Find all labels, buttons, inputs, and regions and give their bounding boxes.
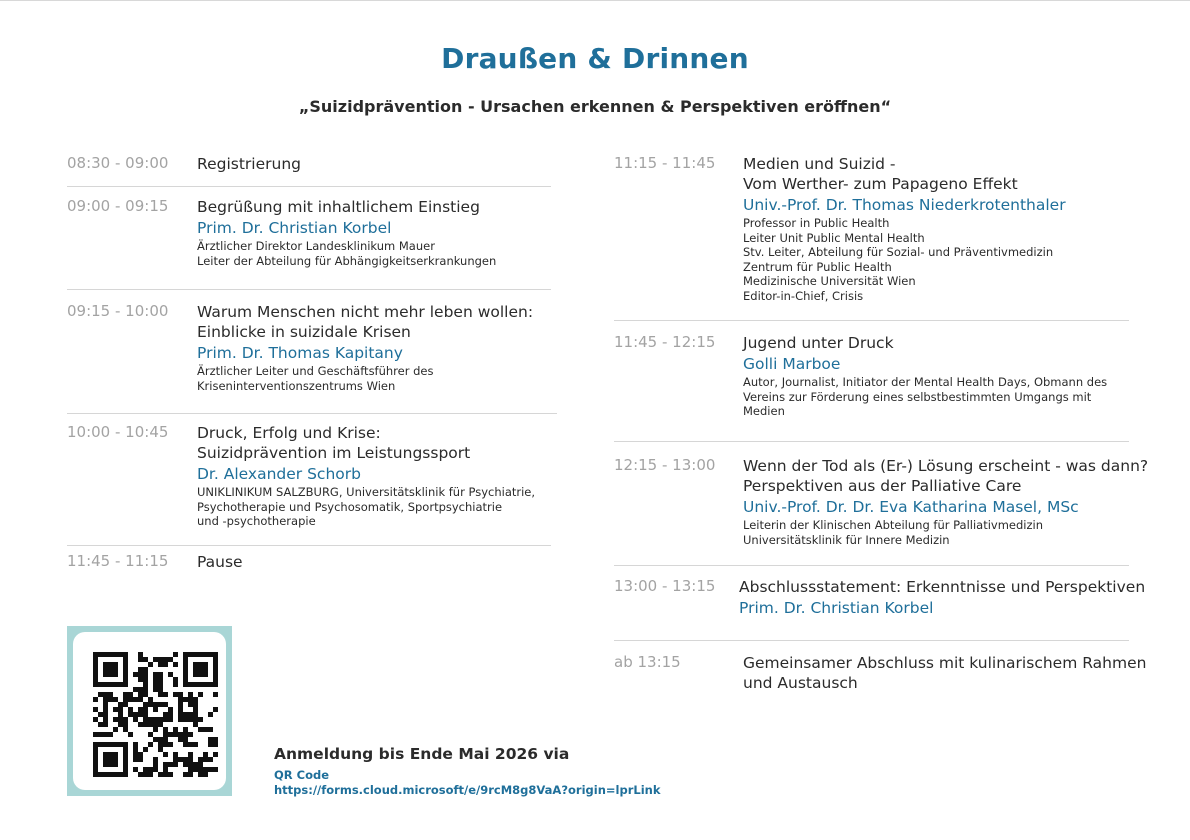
- registration-title: Anmeldung bis Ende Mai 2026 via: [274, 745, 570, 763]
- divider: [614, 565, 1129, 566]
- qr-code-label: QR Code: [274, 768, 330, 782]
- divider: [614, 320, 1129, 321]
- agenda-time: 10:00 - 10:45: [67, 423, 169, 441]
- agenda-title: und Austausch: [743, 674, 858, 692]
- speaker-description: Psychotherapie und Psychosomatik, Sportpsychiatrie: [197, 499, 503, 514]
- agenda-time: 11:15 - 11:45: [614, 154, 716, 172]
- agenda-time: 09:00 - 09:15: [67, 197, 169, 215]
- speaker-description: Professor in Public Health: [743, 216, 890, 230]
- speaker-description: Leiterin der Klinischen Abteilung für Palliativmedizin: [743, 518, 1044, 532]
- agenda-time: 09:15 - 10:00: [67, 302, 169, 320]
- agenda-time: 08:30 - 09:00: [67, 154, 169, 172]
- speaker-name: Univ.-Prof. Dr. Thomas Niederkrotenthaler: [743, 196, 1066, 214]
- qr-code-frame: [67, 626, 232, 796]
- agenda-time: ab 13:15: [614, 653, 681, 671]
- agenda-time: 11:45 - 12:15: [614, 333, 716, 351]
- agenda-title: Begrüßung mit inhaltlichem Einstieg: [197, 198, 480, 216]
- divider: [614, 640, 1129, 641]
- speaker-name: Univ.-Prof. Dr. Dr. Eva Katharina Masel, MSc: [743, 498, 1079, 516]
- speaker-description: Editor-in-Chief, Crisis: [743, 288, 864, 303]
- speaker-name: Dr. Alexander Schorb: [197, 465, 361, 483]
- speaker-description: Medizinische Universität Wien: [743, 274, 916, 288]
- speaker-description: Stv. Leiter, Abteilung für Sozial- und Präventivmedizin: [743, 245, 1054, 259]
- speaker-name: Golli Marboe: [743, 355, 841, 373]
- speaker-description: Zentrum für Public Health: [743, 259, 892, 274]
- agenda-title: Suizidprävention im Leistungssport: [197, 444, 471, 462]
- registration-link[interactable]: https://forms.cloud.microsoft/e/9rcM8g8VaA?origin=lprLink: [274, 783, 661, 797]
- speaker-name: Prim. Dr. Christian Korbel: [197, 219, 392, 237]
- speaker-description: Ärztlicher Leiter und Geschäftsführer des: [197, 364, 434, 378]
- agenda-time: 12:15 - 13:00: [614, 456, 716, 474]
- agenda-title: Registrierung: [197, 155, 301, 173]
- speaker-description: UNIKLINIKUM SALZBURG, Universitätsklinik für Psychiatrie,: [197, 485, 536, 499]
- page-title: Draußen & Drinnen: [441, 42, 749, 75]
- speaker-description: Universitätsklinik für Innere Medizin: [743, 532, 950, 547]
- agenda-title: Medien und Suizid -: [743, 155, 896, 173]
- agenda-title: Abschlussstatement: Erkenntnisse und Perspektiven: [739, 578, 1146, 596]
- speaker-name: Prim. Dr. Thomas Kapitany: [197, 344, 403, 362]
- agenda-time: 13:00 - 13:15: [614, 577, 716, 595]
- top-border-line: [0, 0, 1190, 1]
- agenda-title: Perspektiven aus der Palliative Care: [743, 477, 1022, 495]
- speaker-description: Kriseninterventionszentrums Wien: [197, 378, 396, 393]
- speaker-description: Vereins zur Förderung eines selbstbestimmten Umgangs mit: [743, 389, 1092, 404]
- divider: [67, 545, 551, 546]
- agenda-title: Gemeinsamer Abschluss mit kulinarischem Rahmen: [743, 654, 1147, 672]
- agenda-title: Druck, Erfolg und Krise:: [197, 424, 381, 442]
- agenda-title: Wenn der Tod als (Er-) Lösung erscheint - was dann?: [743, 457, 1149, 475]
- speaker-description: Leiter der Abteilung für Abhängigkeitserkrankungen: [197, 253, 497, 268]
- divider: [67, 186, 551, 187]
- agenda-time: 11:45 - 11:15: [67, 552, 169, 570]
- divider: [67, 289, 551, 290]
- qr-code-card: [73, 632, 226, 790]
- speaker-description: Ärztlicher Direktor Landesklinikum Mauer: [197, 239, 435, 253]
- agenda-title: Pause: [197, 553, 243, 571]
- agenda-title: Vom Werther- zum Papageno Effekt: [743, 175, 1018, 193]
- qr-code-image[interactable]: [93, 652, 218, 777]
- speaker-description: Medien: [743, 404, 785, 418]
- agenda-title: Warum Menschen nicht mehr leben wollen:: [197, 303, 534, 321]
- speaker-description: und -psychotherapie: [197, 514, 316, 528]
- speaker-description: Leiter Unit Public Mental Health: [743, 230, 925, 245]
- agenda-title: Jugend unter Druck: [743, 334, 894, 352]
- divider: [614, 441, 1129, 442]
- divider: [67, 413, 557, 414]
- agenda-title: Einblicke in suizidale Krisen: [197, 323, 411, 341]
- page-subtitle: „Suizidprävention - Ursachen erkennen & Perspektiven eröffnen“: [298, 97, 892, 116]
- speaker-description: Autor, Journalist, Initiator der Mental Health Days, Obmann des: [743, 375, 1108, 389]
- speaker-name: Prim. Dr. Christian Korbel: [739, 599, 934, 617]
